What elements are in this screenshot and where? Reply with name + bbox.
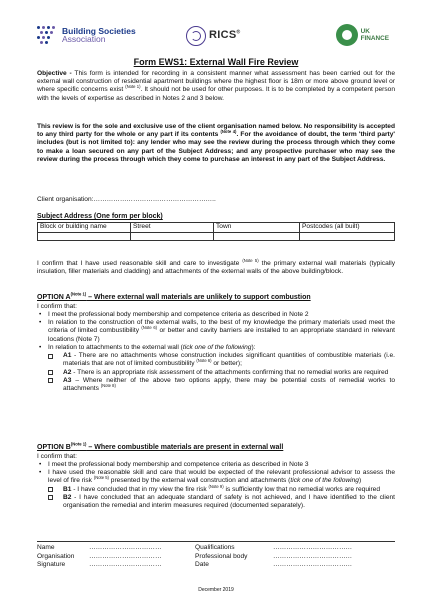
subject-address-heading: Subject Address (One form per block): [37, 213, 163, 220]
date-field[interactable]: ………………………………: [273, 561, 353, 569]
logo-bar: [37, 24, 395, 54]
qualifications-field[interactable]: ………………………………: [273, 544, 353, 552]
option-a-section: [37, 291, 395, 393]
option-b-list: [37, 461, 395, 486]
bsa-dots-icon: [37, 24, 59, 46]
subject-address-table: [37, 222, 395, 242]
signature-row: [37, 553, 395, 562]
option-a3: A3 – Where neither of the above two options apply, there may be potential costs of remedial works to attachments $^{(Note 8)}$: [37, 377, 395, 393]
ukf-line2: FINANCE: [360, 35, 389, 42]
b1-checkbox[interactable]: [48, 487, 53, 492]
option-b-item-1: • I meet the professional body membership and competence criteria as described in Note 3: [37, 461, 395, 469]
rics-logo: [186, 26, 240, 46]
confirm-paragraph: I confirm that I have used reasonable skill and care to investigate $^{(Note 5)}$ the primary external wall materials (typically insulation, filler materials and cladding) and attachments of the external walls of the above building/block.: [37, 257, 395, 276]
uk-finance-logo: [336, 24, 389, 46]
client-organisation-field[interactable]: Client organisation:………………………………………………..: [37, 196, 216, 203]
qualifications-label: Qualifications: [195, 544, 235, 552]
col-street: Street: [131, 222, 214, 232]
subject-address-section: [37, 213, 395, 241]
signature-row: [37, 544, 395, 553]
rics-registered-mark: ®: [236, 29, 241, 36]
rics-name: RICS: [209, 29, 237, 42]
rics-emblem-icon: [186, 26, 206, 46]
option-a-item-2: • In relation to the construction of the external walls, to the best of my knowledge the primary materials used meet the criteria of limited combustibility $^{(Note 6)}$ or better and cavity barriers are installed to an appropriate standard in relevant locations (Note 7): [37, 319, 395, 344]
uk-finance-emblem-icon: [336, 24, 358, 46]
professional-body-label: Professional body: [195, 552, 248, 560]
option-a-heading: OPTION $A^{(Note 1)}$ – Where external wall materials are unlikely to support combustion: [37, 291, 311, 301]
option-b2: B2 - I have concluded that an adequate standard of safety is not achieved, and I have identified to the client organisation the remedial and interim measures required (documented separately).: [37, 494, 395, 510]
option-b1: B1 - I have concluded that in my view the fire risk $^{(Note 9)}$ is sufficiently low that no remedial works are required: [37, 486, 395, 494]
name-field[interactable]: ……………………………: [89, 544, 162, 552]
option-b-i-confirm: I confirm that:: [37, 452, 77, 460]
date-label: Date: [195, 561, 209, 569]
organisation-field[interactable]: ……………………………: [89, 552, 162, 560]
address-entry-row: [38, 232, 395, 241]
option-a-list: [37, 311, 395, 352]
block-name-cell[interactable]: [38, 232, 131, 241]
postcodes-cell[interactable]: [300, 232, 395, 241]
bsa-association: Association: [62, 34, 106, 44]
signature-row: [37, 561, 395, 570]
bsa-name: Building Societies: [62, 25, 136, 36]
a2-checkbox[interactable]: [48, 370, 53, 375]
option-b-heading: OPTION $B^{(Note 1)}$ – Where combustible materials are present in external wall: [37, 441, 284, 451]
option-b-section: [37, 441, 395, 510]
option-a-item-1: • I meet the professional body membership and competence criteria as described in Note 2: [37, 311, 395, 319]
ukf-line1: UK: [360, 27, 370, 35]
form-title: Form EWS1: External Wall Fire Review: [133, 57, 299, 67]
a3-checkbox[interactable]: [48, 378, 53, 383]
option-a-i-confirm: I confirm that:: [37, 302, 77, 310]
option-a2: A2 - There is an appropriate risk assessment of the attachments confirming that no remedial works are required: [37, 369, 395, 377]
col-block-name: Block or building name: [38, 222, 131, 232]
col-postcodes: Postcodes (all built): [300, 222, 395, 232]
disclaimer-paragraph: This review is for the sole and exclusive use of the client organisation named below. No responsibility is accepted to any third party for the whole or any part if its contents $^{(Note 4)}$. For the avoidance of doubt, the term 'third party' includes (but is not limited to): any lender who may see the review during the process through which they come to make a loan secured on any part of the Subject Address; and any prospective purchaser who may see the review during the process through which they come to purchase an interest in any part of the Subject Address.: [37, 123, 395, 163]
a1-checkbox[interactable]: [48, 354, 53, 359]
professional-body-field[interactable]: ………………………………: [273, 552, 353, 560]
option-a-item-3: • In relation to attachments to the external wall (tick one of the following):: [37, 344, 395, 352]
bsa-logo: [37, 24, 136, 46]
objective-paragraph: Objective - This form is intended for recording in a consistent manner what assessment has been carried out for the external wall construction of residential apartment buildings where the highest floor is 18m or more above ground level or where specific concerns exist $^{(Note 1)}$. It should not be used for other purposes. It is to be completed by a competent person with the levels of expertise as described in Notes 2 and 3 below.: [37, 70, 395, 102]
street-cell[interactable]: [131, 232, 214, 241]
name-label: Name: [37, 544, 55, 552]
signature-block: [37, 541, 395, 570]
objective-label: Objective -: [37, 70, 72, 77]
footer-date: December 2019: [198, 587, 234, 593]
option-a1: A1 - There are no attachments whose construction includes significant quantities of combustible materials (i.e. materials that are not of limited combustibility $^{(Note 6)}$ or better);: [37, 352, 395, 368]
signature-field[interactable]: ……………………………: [89, 561, 162, 569]
option-b-item-2: • I have used the reasonable skill and care that would be expected of the relevant professional advisor to assess the level of fire risk $^{(Note 5)}$ presented by the external wall construction and attachments (tick one of the following): [37, 469, 395, 485]
organisation-label: Organisation: [37, 552, 75, 560]
address-header-row: [38, 222, 395, 232]
signature-label: Signature: [37, 561, 66, 569]
col-town: Town: [214, 222, 300, 232]
town-cell[interactable]: [214, 232, 300, 241]
b2-checkbox[interactable]: [48, 495, 53, 500]
